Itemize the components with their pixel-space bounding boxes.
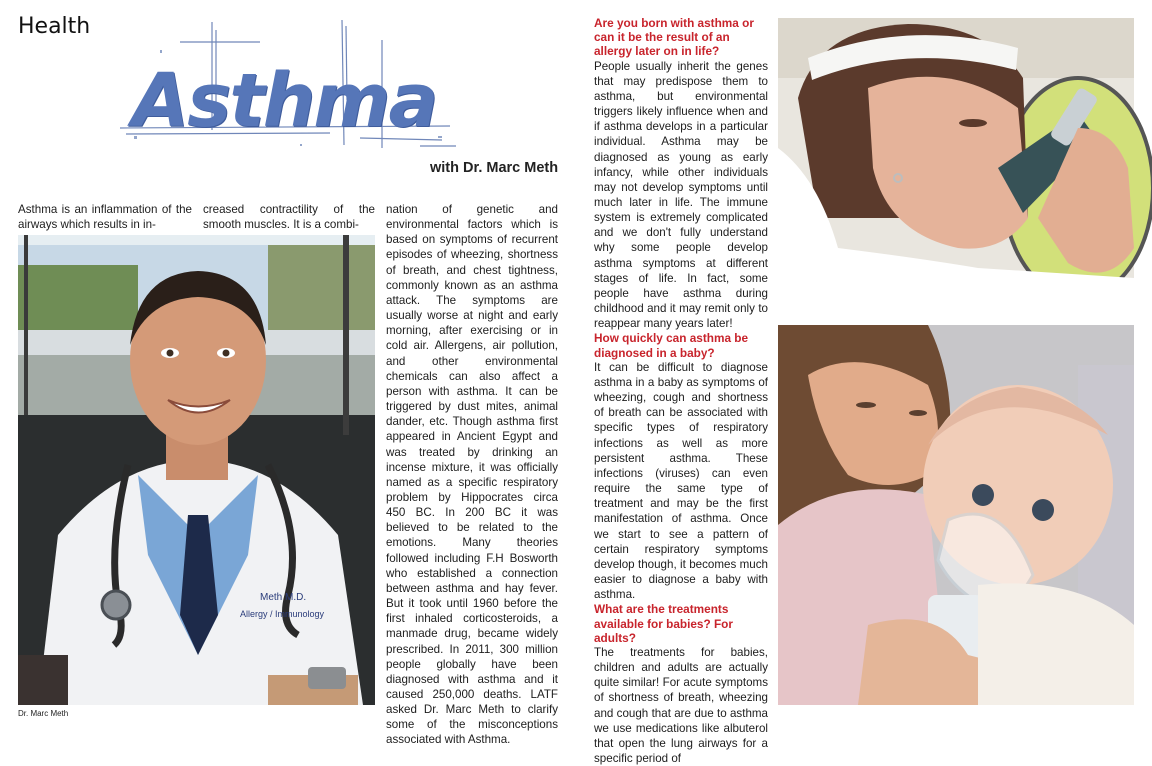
byline: with Dr. Marc Meth <box>430 160 559 176</box>
article-title: Asthma <box>132 58 437 144</box>
intro-text-part-3: nation of genetic and environmental factors which is based on symptoms of recurrent episodes of wheezing, shortness of breath, and chest tightness, commonly known as an asthma attack. The symptoms are usually worse at night and early morning, after exercising or in cold air. Allergens, air pollution, and other environmental chemicals can also affect a person with asthma. It can be triggered by dust mites, animal dander, etc. Though asthma first appeared in Ancient Egypt and was treated by drinking an incense mixture, it was officially named as a specific respiratory problem by Hippocrates circa 450 BC. In 200 BC it was believed to be related to the emotions. Many theories followed including F.H Bosworth who established a connection between asthma and hay fever. But it took until 1960 before the first inhaled corticosteroids, a manmade drug, became widely prescribed. In 2011, 300 million people globally have been diagnosed with asthma and it caused 250,000 deaths. LATF asked Dr. Marc Meth to clarify some of the misconceptions associated with Asthma. <box>386 203 558 747</box>
baby-nebulizer-photo <box>778 325 1134 705</box>
answer-3: The treatments for babies, children and adults are actually quite similar! For acute symptoms of shortness of breath, wheezing and cough that are due to asthma we use medications like albuterol that open the lung airways for a specific period of <box>594 645 768 766</box>
photo-caption: Dr. Marc Meth <box>18 709 69 718</box>
answer-2: It can be difficult to diagnose asthma in a baby as symptoms of wheezing, cough and shortness of breath can be associated with specific types of respiratory infections as well as more persistent asthma. These infections (viruses) can even require the same type of treatment and may be the first manifestation of asthma. Once we start to see a pattern of certain respiratory symptoms develop though, it becomes much easier to diagnose a baby with asthma. <box>594 360 768 602</box>
article-column-3 <box>386 202 558 748</box>
question-1: Are you born with asthma or can it be the result of an allergy later on in life? <box>594 16 754 59</box>
question-2: How quickly can asthma be diagnosed in a baby? <box>594 331 749 360</box>
interview-column <box>594 16 768 766</box>
coat-embroidery-name: Meth M.D. <box>260 592 307 603</box>
article-column-1 <box>18 202 192 232</box>
woman-inhaler-photo <box>778 18 1134 319</box>
section-label: Health <box>18 14 91 39</box>
doctor-photo <box>18 235 375 705</box>
answer-1: People usually inherit the genes that may predispose them to asthma, but environmental triggers likely influence when and if asthma develops in a particular individual. Asthma may be diagnosed as young as early infancy, while other individuals may not develop symptoms until much later in life. The immune system is extremely complicated and we don't fully understand why some people develop asthma symptoms at different stages of life. In fact, some people have asthma during childhood and it may remit only to reappear many years later! <box>594 59 768 331</box>
intro-text-part-2: creased contractility of the smooth muscles. It is a combi- <box>203 203 375 232</box>
question-3: What are the treatments available for babies? For adults? <box>594 602 733 645</box>
article-column-2 <box>203 202 375 232</box>
coat-embroidery-dept: Allergy / Immunology <box>240 609 325 619</box>
intro-text-part-1: Asthma is an inflammation of the airways which results in in- <box>18 203 192 232</box>
